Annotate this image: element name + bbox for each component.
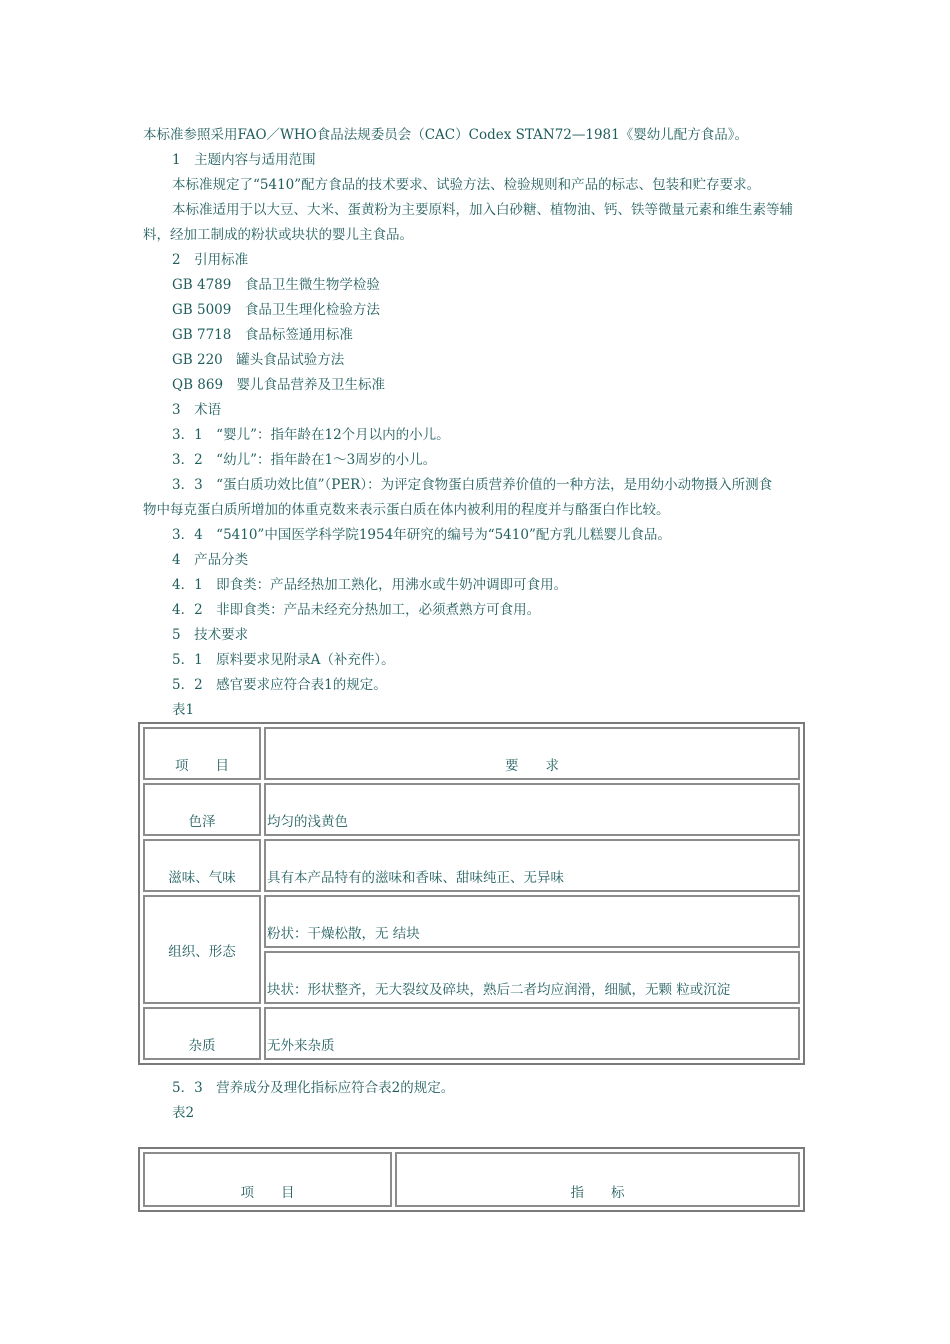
- section-1-para-2a: 本标准适用于以大豆、大米、蛋黄粉为主要原料，加入白砂糖、植物油、钙、铁等微量元素和维生素等辅: [172, 202, 793, 218]
- row-value-cell: 无外来杂质: [264, 1007, 800, 1060]
- table-1-caption: 表1: [172, 702, 195, 718]
- table-2-caption: 表2: [172, 1105, 195, 1121]
- term-3-3a: 3．3 “蛋白质功效比值”（PER）：为评定食物蛋白质营养价值的一种方法，是用幼小动物摄入所测食: [172, 477, 773, 493]
- term-3-4: 3．4 “5410”中国医学科学院1954年研究的编号为“5410”配方乳儿糕婴儿食品。: [172, 527, 671, 543]
- row-label-cell: 杂质: [143, 1007, 261, 1060]
- table-header-row: [143, 727, 800, 780]
- sensory-requirements-table: [138, 722, 805, 1065]
- requirement-5-2: 5．2 感官要求应符合表1的规定。: [172, 677, 387, 693]
- section-4-heading: 4 产品分类: [172, 552, 249, 568]
- row-label-cell: 滋味、气味: [143, 839, 261, 892]
- category-4-2: 4．2 非即食类：产品未经充分热加工，必须煮熟方可食用。: [172, 602, 541, 618]
- row-label-cell: 组织、形态: [143, 895, 261, 1004]
- header-item-cell: 项 目: [143, 1152, 392, 1207]
- term-3-2: 3．2 “幼儿”：指年龄在1～3周岁的小儿。: [172, 452, 437, 468]
- table-row: [143, 895, 800, 948]
- section-1-heading: 1 主题内容与适用范围: [172, 152, 316, 168]
- row-value-cell: 块状：形状整齐，无大裂纹及碎块，熟后二者均应润滑，细腻，无颗 粒或沉淀: [264, 951, 800, 1004]
- reference-item: GB 4789 食品卫生微生物学检验: [172, 277, 380, 293]
- requirement-5-1: 5．1 原料要求见附录A（补充件）。: [172, 652, 395, 668]
- section-1-para-2b: 料，经加工制成的粉状或块状的婴儿主食品。: [143, 227, 413, 243]
- row-label-cell: 色泽: [143, 783, 261, 836]
- term-3-3b: 物中每克蛋白质所增加的体重克数来表示蛋白质在体内被利用的程度并与酪蛋白作比较。: [143, 502, 670, 518]
- section-2-heading: 2 引用标准: [172, 252, 249, 268]
- row-value-cell: 均匀的浅黄色: [264, 783, 800, 836]
- section-3-heading: 3 术语: [172, 402, 222, 418]
- term-3-1: 3．1 “婴儿”：指年龄在12个月以内的小儿。: [172, 427, 450, 443]
- header-item-cell: 项 目: [143, 727, 261, 780]
- category-4-1: 4．1 即食类：产品经热加工熟化，用沸水或牛奶冲调即可食用。: [172, 577, 568, 593]
- table-row: [143, 783, 800, 836]
- row-value-cell: 粉状：干燥松散，无 结块: [264, 895, 800, 948]
- requirement-5-3: 5．3 营养成分及理化指标应符合表2的规定。: [172, 1080, 455, 1096]
- table-row: [143, 839, 800, 892]
- section-5-heading: 5 技术要求: [172, 627, 249, 643]
- section-1-para-1: 本标准规定了“5410”配方食品的技术要求、试验方法、检验规则和产品的标志、包装和贮存要求。: [172, 177, 761, 193]
- header-index-cell: 指 标: [395, 1152, 800, 1207]
- reference-item: GB 220 罐头食品试验方法: [172, 352, 345, 368]
- reference-item: GB 7718 食品标签通用标准: [172, 327, 353, 343]
- table-header-row: [143, 1152, 800, 1207]
- reference-item: GB 5009 食品卫生理化检验方法: [172, 302, 380, 318]
- table-row: [143, 1007, 800, 1060]
- reference-item: QB 869 婴儿食品营养及卫生标准: [172, 377, 386, 393]
- nutrition-index-table: [138, 1147, 805, 1212]
- row-value-cell: 具有本产品特有的滋味和香味、甜味纯正、无异味: [264, 839, 800, 892]
- header-requirement-cell: 要 求: [264, 727, 800, 780]
- intro-text: 本标准参照采用FAO／WHO食品法规委员会（CAC）Codex STAN72—1981《婴幼儿配方食品》。: [143, 127, 748, 143]
